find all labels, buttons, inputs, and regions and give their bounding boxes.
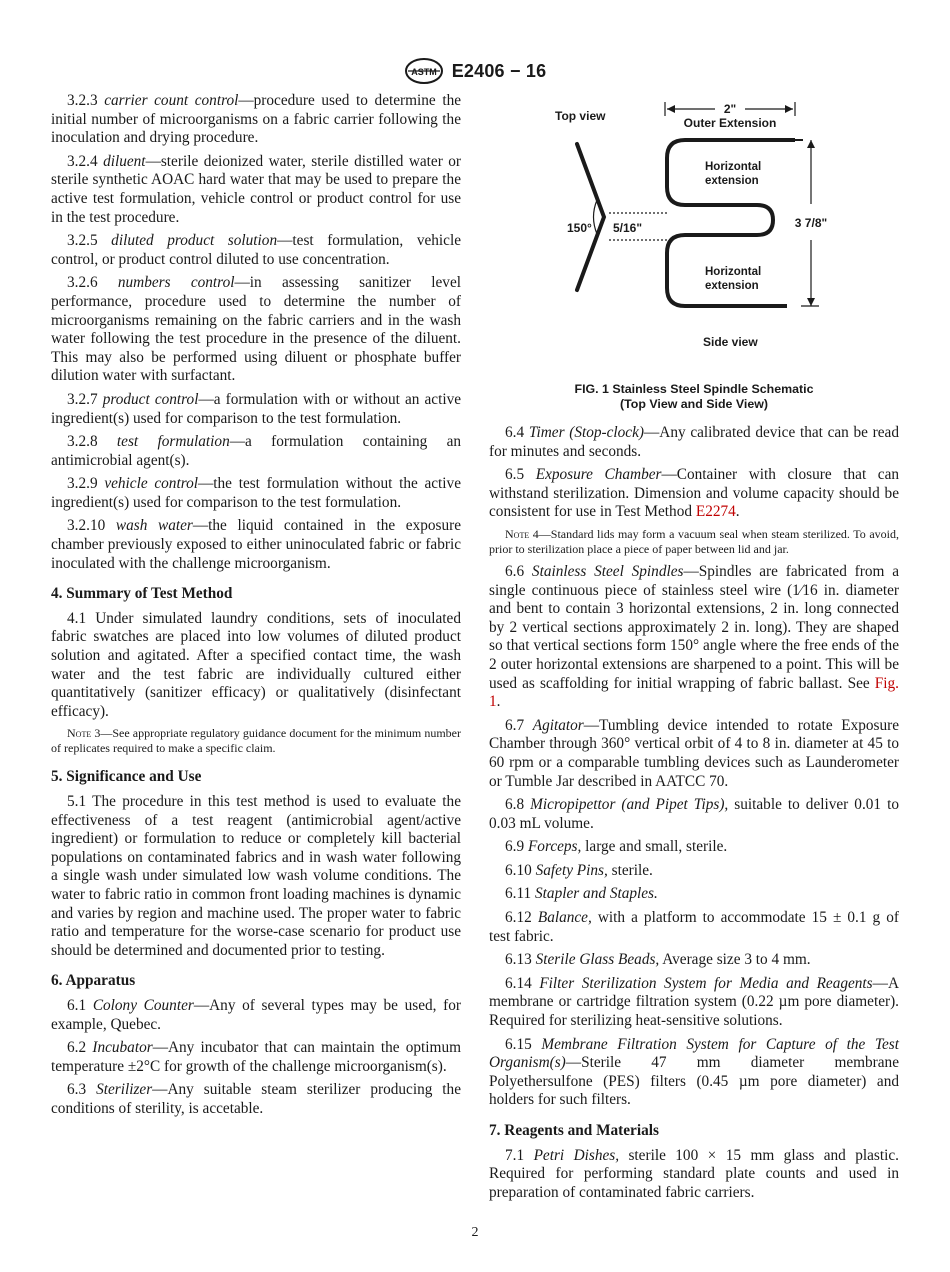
left-column — [51, 92, 461, 1124]
top-view-label: Top view — [555, 109, 606, 123]
svg-text:ASTM: ASTM — [410, 67, 437, 77]
paragraph-6-5: 6.5 Exposure Chamber—Container with closure that can withstand sterilization. Dimension and volume capacity should be consistent for use in Test Method E2274. — [489, 466, 900, 521]
horizontal-extension-top-line2: extension — [705, 175, 759, 187]
dim-height-arrow-top — [807, 140, 815, 148]
gap-label: 5/16" — [613, 221, 643, 235]
outer-extension-label: Outer Extension — [683, 116, 777, 130]
horizontal-extension-bottom-line1: Horizontal — [705, 266, 762, 278]
paragraph-7-1: 7.1 Petri Dishes, sterile 100 × 15 mm glass and plastic. Required for performing standard plate counts and used in preparation of contaminated fabric carriers. — [489, 1146, 899, 1201]
dim-height-arrow-bottom — [807, 298, 815, 306]
paragraph-3-2-4: 3.2.4 diluent—sterile deionized water, sterile distilled water or sterile synthetic AOAC hard water that may be used to prepare the active test formulation, vehicle control or product control for use in the test procedure. — [51, 152, 462, 226]
horizontal-extension-bottom-line2: extension — [705, 280, 759, 292]
paragraph-3-2-6: 3.2.6 numbers control—in assessing sanitizer level performance, procedure used to determine the number of microorganisms remaining on the fabric carriers and in the wash water following the test procedure in the presence of the diluent. This may also be performed using diluent or phosphate buffer dilution water with surfactant. — [51, 274, 461, 385]
dim-2in-arrow-left — [667, 105, 675, 113]
paragraph-6-1: 6.1 Colony Counter—Any of several types may be used, for example, Quebec. — [51, 996, 462, 1033]
side-view-label: Side view — [703, 335, 758, 349]
dim-height-label: 3 7/8" — [794, 216, 828, 230]
paragraph-6-8: 6.8 Micropipettor (and Pipet Tips), suitable to deliver 0.01 to 0.03 mL volume. — [489, 796, 899, 832]
paragraph-3-2-3: 3.2.3 carrier count control—procedure used to determine the initial number of microorganisms on a fabric carrier following the inoculation and drying procedure. — [51, 92, 462, 147]
paragraph-6-4: 6.4 Timer (Stop-clock)—Any calibrated device that can be read for minutes and seconds. — [489, 424, 899, 460]
paragraph-6-9: 6.9 Forceps, large and small, sterile. — [505, 838, 728, 856]
paragraph-3-2-10: 3.2.10 wash water—the liquid contained in the exposure chamber previously exposed to either uninoculated fabric or fabric inoculated with the challenge microorganism. — [51, 517, 462, 572]
paragraph-6-15: 6.15 Membrane Filtration System for Capture of the Test Organism(s)—Sterile 47 mm diameter membrane Polyethersulfone (PES) filters (0.45 µm pore diameter) and holders for such filters. — [489, 1035, 899, 1109]
paragraph-6-12: 6.12 Balance, with a platform to accommodate 15 ± 0.1 g of test fabric. — [489, 909, 899, 945]
angle-label: 150° — [567, 221, 592, 235]
paragraph-3-2-5: 3.2.5 diluted product solution—test formulation, vehicle control, or product control diluted to use concentration. — [51, 232, 461, 268]
note-4: Note 4—Standard lids may form a vacuum seal when steam sterilized. To avoid, prior to sterilization place a piece of paper between lid and jar. — [489, 526, 899, 556]
section-heading-7: 7. Reagents and Materials — [489, 1122, 659, 1139]
note-3: Note 3—See appropriate regulatory guidance document for the minimum number of replicates required to make a specific claim. — [51, 726, 462, 756]
paragraph-4-1: 4.1 Under simulated laundry conditions, sets of inoculated fabric swatches are placed into low volumes of diluted product solution and agitated. After a specified contact time, the wash water and the test fabric are individually cultured either quantitatively (sanitizer efficacy) or qualitatively (disinfectant efficacy). — [51, 609, 461, 720]
astm-logo-icon — [404, 58, 444, 84]
caption-line-2: (Top View and Side View) — [619, 397, 769, 411]
page-header — [0, 56, 950, 86]
paragraph-6-13: 6.13 Sterile Glass Beads, Average size 3 to 4 mm. — [505, 951, 811, 969]
paragraph-5-1: 5.1 The procedure in this test method is used to evaluate the effectiveness of a test reagent (antimicrobial agent/active ingredient) or formulation to reduce or completely kill bacterial populations on contaminated fabrics and in wash water following a single wash under simulated low wash volume conditions. The water to fabric ratio in common front loading machines is dynamic and varies by region and machine used. The proper water to fabric ratio and temperature for the worse-case scenario for product use should be determined and documented prior to testing. — [51, 793, 461, 959]
link-e2274[interactable]: E2274 — [695, 503, 736, 521]
figure-caption — [489, 382, 899, 412]
angle-arc — [594, 200, 598, 234]
paragraph-6-3: 6.3 Sterilizer—Any suitable steam sterilizer producing the conditions of sterility, is accetable. — [51, 1081, 461, 1117]
horizontal-extension-top-line1: Horizontal — [705, 161, 762, 173]
caption-line-1: FIG. 1 Stainless Steel Spindle Schematic — [574, 382, 814, 396]
top-view-spindle — [577, 144, 604, 290]
paragraph-6-7: 6.7 Agitator—Tumbling device intended to rotate Exposure Chamber through 360° vertical orbit of 4 to 8 in. diameter at 45 to 60 rpm or a comparable tumbling devices such as Launderometer or Tumble Jar described in AATCC 70. — [489, 716, 899, 790]
standard-designation: E2406 − 16 — [451, 60, 547, 81]
paragraph-3-2-7: 3.2.7 product control—a formulation with or without an active ingredient(s) used for comparison to the test formulation. — [51, 390, 462, 427]
dim-2in-label: 2" — [723, 102, 737, 116]
spindle-schematic — [489, 92, 899, 372]
section-heading-6: 6. Apparatus — [51, 972, 136, 990]
section-heading-5: 5. Significance and Use — [51, 768, 202, 786]
paragraph-6-6: 6.6 Stainless Steel Spindles—Spindles are fabricated from a single continuous piece of stainless steel wire (1⁄16 in. diameter and bent to contain 3 horizontal extensions, 2 in. long connected by 2 vertical sections approximately 2 in. long). They are shaped so that vertical sections form 150° angle where the free ends of the 2 outer horizontal extensions are sharpened to a point. This will be used as scaffolding for initial wrapping of fabric ballast. See Fig. 1. — [489, 562, 899, 711]
paragraph-6-11: 6.11 Stapler and Staples. — [505, 885, 658, 903]
link-fig-1[interactable]: Fig. 1 — [489, 674, 899, 711]
paragraph-3-2-8: 3.2.8 test formulation—a formulation containing an antimicrobial agent(s). — [51, 433, 462, 469]
page-number: 2 — [471, 1225, 479, 1240]
section-heading-4: 4. Summary of Test Method — [51, 585, 233, 603]
paragraph-3-2-9: 3.2.9 vehicle control—the test formulation without the active ingredient(s) used for comparison to the test formulation. — [51, 475, 461, 511]
figure-1 — [489, 92, 899, 372]
right-column — [489, 92, 899, 1207]
paragraph-6-10: 6.10 Safety Pins, sterile. — [505, 861, 653, 879]
dim-2in-arrow-right — [785, 105, 793, 113]
paragraph-6-2: 6.2 Incubator—Any incubator that can maintain the optimum temperature ±2°C for growth of the challenge microorganism(s). — [51, 1039, 461, 1075]
paragraph-6-14: 6.14 Filter Sterilization System for Media and Reagents—A membrane or cartridge filtration system (0.22 µm pore diameter). Required for sterilizing heat-sensitive solutions. — [489, 974, 899, 1030]
